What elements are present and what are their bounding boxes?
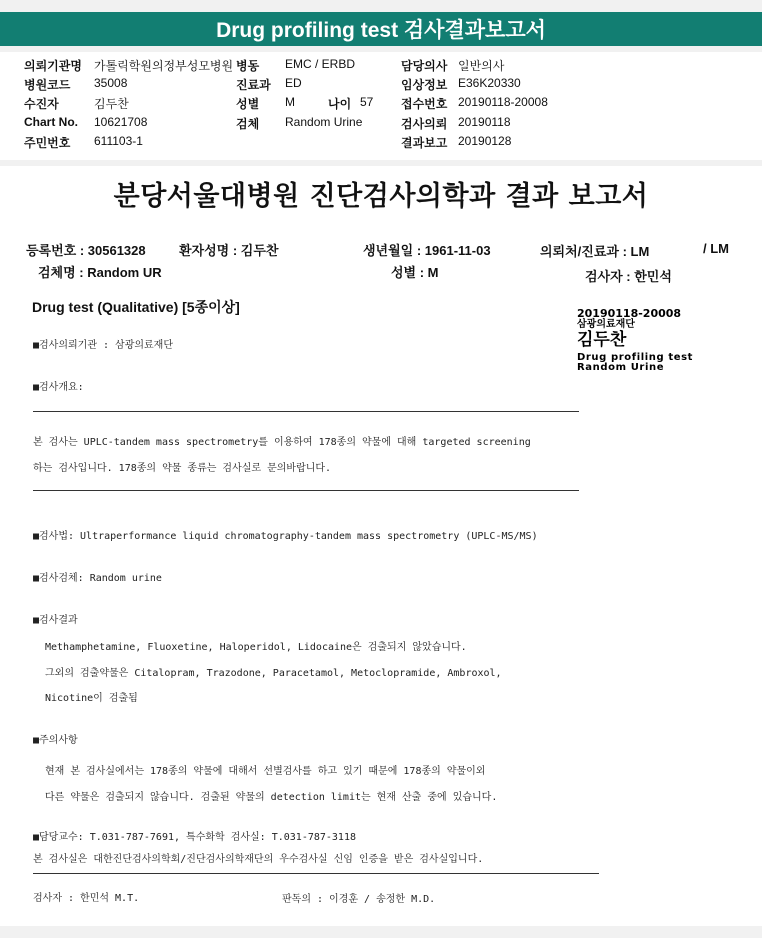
caution-line-1: 현재 본 검사실에서는 178종의 약물에 대해서 선별검사를 하고 있기 때문에 178종의 약물이외 (45, 766, 486, 777)
overview-heading: ■검사개요: (33, 382, 84, 393)
signer-reviewer: 판독의 : 이경훈 / 송정한 M.D. (282, 894, 436, 905)
specimen-label-sticker (577, 308, 747, 388)
sex-value: M (285, 95, 295, 109)
result-line-1: Methamphetamine, Fluoxetine, Haloperidol, Lidocaine은 검출되지 않았습니다. (45, 642, 467, 653)
contact-line: ■담당교수: T.031-787-7691, 특수화학 검사실: T.031-787-3118 (33, 832, 356, 843)
caution-heading: ■주의사항 (33, 735, 78, 746)
label-lab-name: 삼광의료재단 (577, 318, 635, 330)
patient-label: 수진자 (24, 97, 59, 111)
divider-signature (33, 873, 599, 874)
result-line-2: 그외의 검출약물은 Citalopram, Trazodone, Paracetamol, Metoclopramide, Ambroxol, (45, 668, 502, 679)
birth-date: 생년월일 : 1961-11-03 (363, 243, 491, 258)
caution-line-2: 다른 약물은 검출되지 않습니다. 검출된 약물의 detection limit는 현재 산출 중에 있습니다. (45, 792, 498, 803)
age-value: 57 (360, 95, 374, 109)
dept-value: ED (285, 76, 302, 90)
specimen-label: 검체 (236, 117, 260, 131)
signer-tester: 검사자 : 한민석 M.T. (33, 893, 140, 904)
sex-field: 성별 : M (391, 265, 439, 280)
sex-label: 성별 (236, 97, 260, 111)
request-department-suffix: / LM (703, 241, 729, 256)
patient-name: 환자성명 : 김두찬 (179, 243, 279, 258)
specimen-name: 검체명 : Random UR (38, 265, 162, 280)
id-value: 611103-1 (94, 134, 143, 148)
hospital-label: 의뢰기관명 (24, 59, 82, 73)
ward-label: 병동 (236, 59, 260, 73)
method-line: ■검사법: Ultraperformance liquid chromatography-tandem mass spectrometry (UPLC-MS/MS) (33, 531, 538, 542)
certification-line: 본 검사실은 대한진단검사의학회/진단검사의학재단의 우수검사실 신임 인증을 받은 검사실입니다. (33, 854, 484, 865)
age-label: 나이 (328, 97, 352, 111)
report-title: 분당서울대병원 진단검사의학과 결과 보고서 (113, 181, 649, 212)
request-label: 검사의뢰 (401, 117, 448, 131)
divider-bottom (33, 490, 579, 491)
dept-label: 진료과 (236, 78, 271, 92)
request-value: 20190118 (458, 115, 511, 129)
doctor-label: 담당의사 (401, 59, 448, 73)
registration-number: 등록번호 : 30561328 (26, 243, 146, 258)
overview-line-2: 하는 검사입니다. 178종의 약물 종류는 검사실로 문의바랍니다. (33, 463, 332, 474)
chart-value: 10621708 (94, 115, 148, 129)
patient-value: 김두찬 (94, 97, 129, 111)
clinical-label: 임상정보 (401, 78, 448, 92)
request-info-panel (0, 52, 762, 160)
id-label: 주민번호 (24, 136, 71, 150)
report-date-label: 결과보고 (401, 136, 448, 150)
report-header-title: Drug profiling test 검사결과보고서 (0, 12, 762, 46)
doctor-value: 일반의사 (458, 59, 505, 73)
result-line-3: Nicotine이 검출됨 (45, 693, 138, 704)
ward-value: EMC / ERBD (285, 57, 356, 71)
overview-line-1: 본 검사는 UPLC-tandem mass spectrometry를 이용하여 178종의 약물에 대해 targeted screening (33, 437, 531, 448)
label-specimen: Random Urine (577, 362, 665, 374)
label-test-name: Drug profiling test (577, 351, 694, 363)
specimen-value: Random Urine (285, 115, 363, 129)
code-label: 병원코드 (24, 78, 71, 92)
receipt-value: 20190118-20008 (458, 95, 548, 109)
request-department: 의뢰처/진료과 : LM (540, 244, 650, 259)
report-date-value: 20190128 (458, 134, 512, 148)
requesting-lab: ■검사의뢰기관 : 삼광의료재단 (33, 340, 174, 351)
code-value: 35008 (94, 76, 128, 90)
hospital-value: 가톨릭학원의정부성모병원 (94, 59, 234, 73)
receipt-label: 접수번호 (401, 97, 448, 111)
label-patient-name: 김두찬 (577, 330, 627, 351)
divider-top (33, 411, 579, 412)
clinical-value: E36K20330 (458, 76, 521, 90)
tester-field: 검사자 : 한민석 (585, 269, 672, 284)
test-heading: Drug test (Qualitative) [5종이상] (32, 299, 240, 315)
result-heading: ■검사결과 (33, 615, 78, 626)
chart-label: Chart No. (24, 115, 78, 129)
specimen-line: ■검사검체: Random urine (33, 573, 162, 584)
label-receipt-number: 20190118-20008 (577, 307, 682, 320)
